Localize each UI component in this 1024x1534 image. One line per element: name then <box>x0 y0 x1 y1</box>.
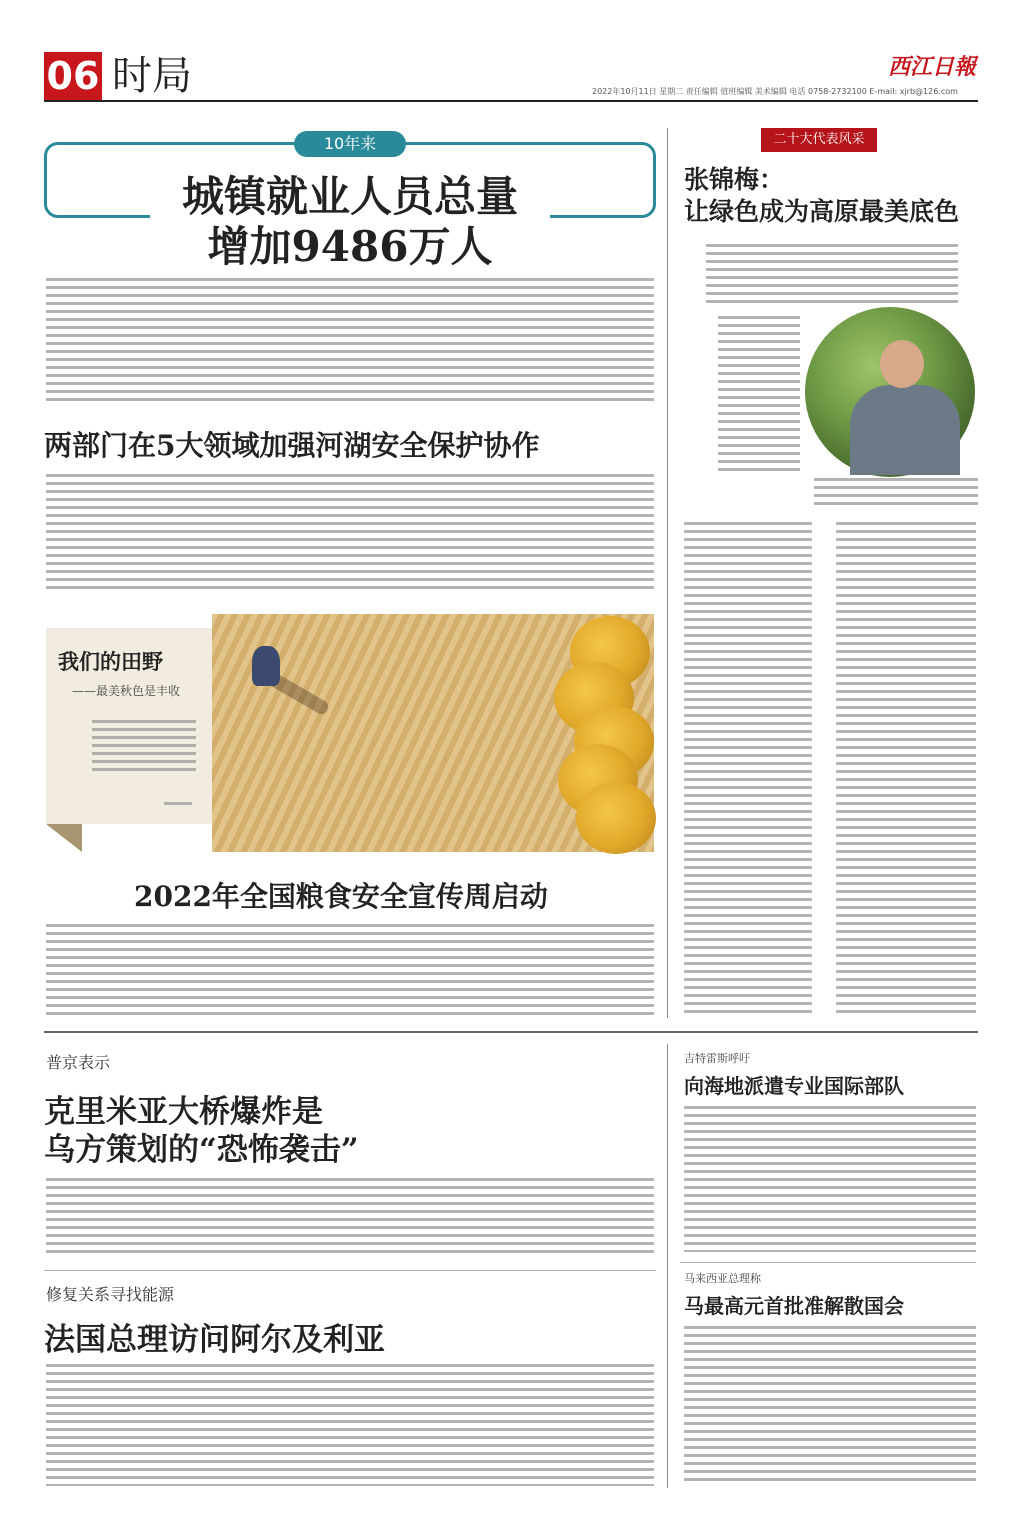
corn-pile-5 <box>576 782 656 854</box>
feature-card-fold <box>46 824 82 852</box>
bottom-story1-body-text <box>46 1178 654 1256</box>
portrait-body <box>850 385 960 475</box>
bottom-story2-headline[interactable]: 法国总理访问阿尔及利亚 <box>44 1322 385 1358</box>
portrait-caption <box>814 478 978 506</box>
bottom-story1-headline-line2[interactable]: 乌方策划的“恐怖袭击” <box>44 1132 359 1168</box>
column-divider <box>667 128 668 1018</box>
story3-body-text <box>46 924 654 1016</box>
right-body-text-col2 <box>836 522 976 1014</box>
feature-subtitle: ——最美秋色是丰收 <box>72 684 181 698</box>
farmer-figure <box>252 646 280 686</box>
section-divider <box>44 1031 978 1033</box>
right-bottom2-kicker: 马来西亚总理称 <box>684 1272 761 1285</box>
bottom-story1-headline-line1[interactable]: 克里米亚大桥爆炸是 <box>44 1094 323 1130</box>
lead-headline-line2[interactable]: 增加9486万人 <box>207 222 493 271</box>
right-bottom2-headline[interactable]: 马最高元首批准解散国会 <box>684 1294 904 1318</box>
feature-title[interactable]: 我们的田野 <box>58 649 163 674</box>
newspaper-logo: 西江日報 <box>888 54 977 80</box>
column-tag: 二十大代表风采 <box>761 128 877 152</box>
right-body-text-col1 <box>684 522 812 1014</box>
story2-headline[interactable]: 两部门在5大领域加强河湖安全保护协作 <box>44 429 540 462</box>
right-bottom2-body-text <box>684 1326 976 1486</box>
bottom-story1-kicker: 普京表示 <box>46 1053 111 1072</box>
right-intro-text <box>706 244 958 308</box>
lead-badge: 10年来 <box>294 131 406 157</box>
bottom-story2-body-text <box>46 1364 654 1486</box>
feature-credit <box>164 802 192 808</box>
right-bottom1-headline[interactable]: 向海地派遣专业国际部队 <box>684 1074 904 1098</box>
masthead-rule <box>44 100 978 102</box>
bottom-column-divider <box>667 1044 668 1488</box>
right-headline-line2[interactable]: 让绿色成为高原最美底色 <box>684 197 960 226</box>
right-bottom1-body-text <box>684 1106 976 1252</box>
right-bottom1-kicker: 吉特雷斯呼吁 <box>684 1052 750 1065</box>
story2-body-text <box>46 474 654 590</box>
right-headline-line1[interactable]: 张锦梅： <box>684 165 785 194</box>
bottom-story2-kicker: 修复关系寻找能源 <box>46 1285 175 1304</box>
portrait-face <box>880 340 924 388</box>
masthead-meta: 2022年10月11日 星期二 责任编辑 值班编辑 美术编辑 电话 0758-2732100 E-mail: xjrb@126.com <box>592 87 958 96</box>
page-number: 06 <box>44 52 102 100</box>
feature-caption-text <box>92 720 196 776</box>
section-title: 时局 <box>112 53 192 99</box>
lead-headline-line1[interactable]: 城镇就业人员总量 <box>181 172 518 221</box>
story3-headline[interactable]: 2022年全国粮食安全宣传周启动 <box>134 880 548 913</box>
right-quote-text <box>718 316 800 472</box>
lead-body-text <box>46 278 654 402</box>
right-bottom-divider <box>680 1262 976 1263</box>
bottom-story-divider <box>44 1270 656 1271</box>
